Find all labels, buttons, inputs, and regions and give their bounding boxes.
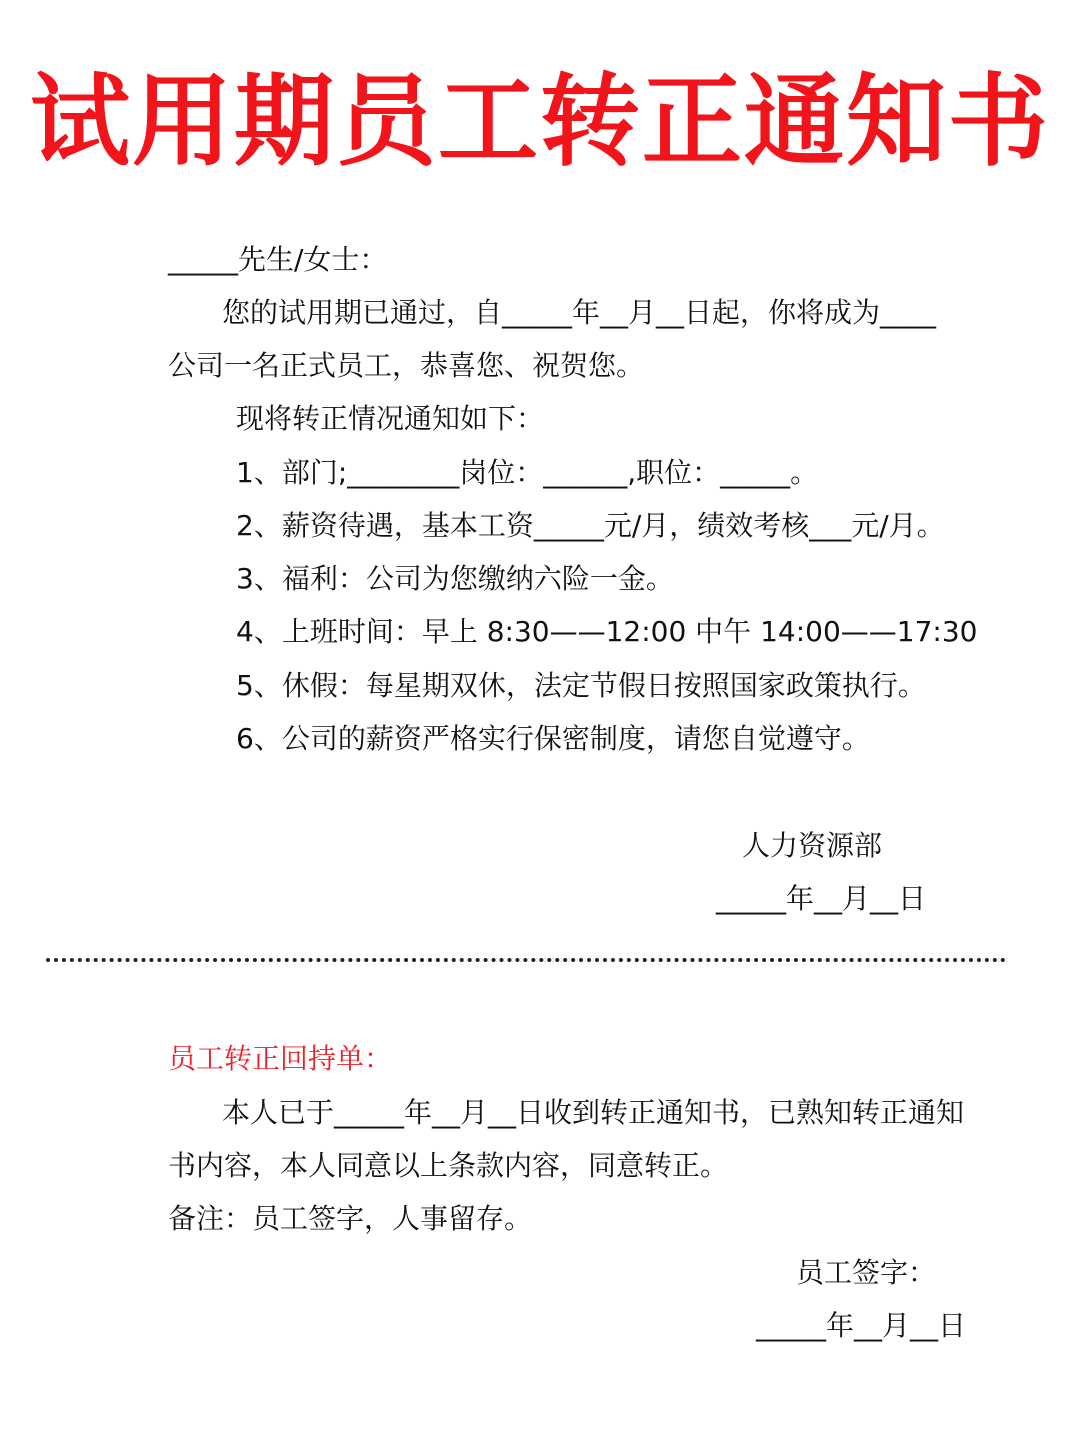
notice-item-1: 1、部门;________岗位：______,职位：_____。 [236, 456, 819, 489]
dotted-divider [46, 958, 1006, 962]
notice-paragraph-line-2: 公司一名正式员工，恭喜您、祝贺您。 [168, 349, 645, 382]
notice-item-3: 3、福利：公司为您缴纳六险一金。 [236, 562, 674, 595]
notice-intro: 现将转正情况通知如下： [236, 402, 545, 435]
notice-item-4: 4、上班时间：早上 8:30——12:00 中午 14:00——17:30 [236, 615, 978, 648]
signature-department: 人力资源部 [742, 829, 883, 862]
receipt-paragraph-line-2: 书内容，本人同意以上条款内容，同意转正。 [168, 1149, 729, 1182]
notice-paragraph-line-1: 您的试用期已通过，自_____年__月__日起，你将成为____ [222, 296, 937, 329]
notice-item-6: 6、公司的薪资严格实行保密制度，请您自觉遵守。 [236, 722, 870, 755]
signature-date: _____年__月__日 [716, 882, 927, 915]
receipt-paragraph-line-1: 本人已于_____年__月__日收到转正通知书，已熟知转正通知 [222, 1096, 965, 1129]
document-title: 试用期员工转正通知书 [30, 63, 1050, 180]
employee-signature-label: 员工签字： [796, 1256, 937, 1289]
notice-item-2: 2、薪资待遇，基本工资_____元/月，绩效考核___元/月。 [236, 509, 945, 542]
receipt-note: 备注：员工签字，人事留存。 [168, 1202, 533, 1235]
receipt-heading: 员工转正回持单： [168, 1042, 393, 1075]
notice-item-5: 5、休假：每星期双休，法定节假日按照国家政策执行。 [236, 669, 926, 702]
employee-signature-date: _____年__月__日 [756, 1309, 967, 1342]
greeting: _____先生/女士： [168, 243, 388, 276]
